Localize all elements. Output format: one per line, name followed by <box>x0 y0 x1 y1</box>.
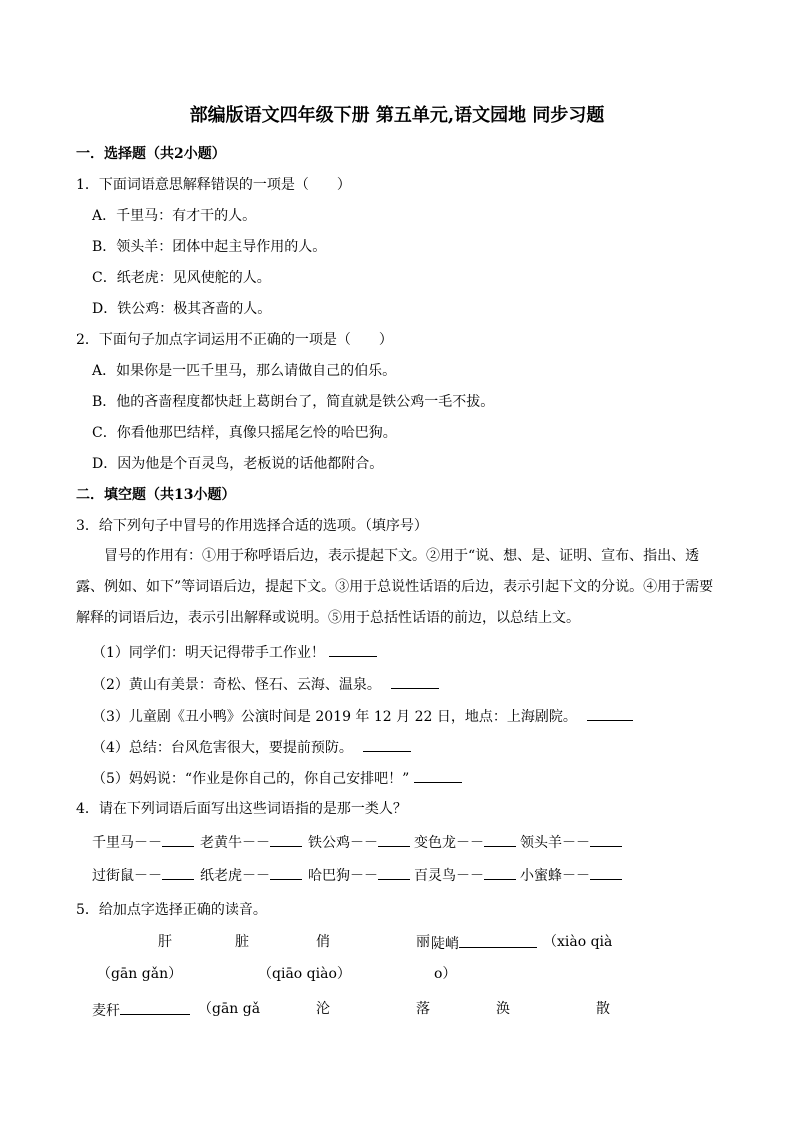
q4-item <box>414 867 516 883</box>
answer-blank[interactable] <box>270 867 302 880</box>
q3-item-3 <box>92 708 633 724</box>
q3-item-5 <box>92 770 462 786</box>
q5-char: 落 <box>416 1001 430 1017</box>
q4-word: 铁公鸡－－ <box>308 835 378 851</box>
answer-blank[interactable] <box>590 834 622 847</box>
q4-item <box>414 834 516 850</box>
q3-paragraph: 冒号的作用有：①用于称呼语后边，表示提起下文。②用于“说、想、是、证明、宣布、指出、透露、例如、如下”等词语后边，提起下文。③用于总说性话语的后边，表示引起下文的分说。④用于需要解释的词语后边，表示引出解释或说明。⑤用于总括性话语的前边，以总结上文。 <box>76 548 714 626</box>
q2-option-c: C．你看他那巴结样，真像只摇尾乞怜的哈巴狗。 <box>92 425 397 441</box>
answer-blank[interactable] <box>391 676 439 689</box>
q3-item-1-text: （1）同学们：明天记得带手工作业！ <box>92 645 325 661</box>
section-heading-fill: 二．填空题（共13小题） <box>76 487 236 503</box>
q4-item <box>200 867 302 883</box>
q5-word-text: 麦秆 <box>92 1003 120 1019</box>
q5-char: 涣 <box>496 1001 510 1017</box>
page-title: 部编版语文四年级下册 第五单元,语文园地 同步习题 <box>189 105 605 126</box>
q1-option-a: A．千里马：有才干的人。 <box>92 208 257 224</box>
q4-word: 领头羊－－ <box>520 835 590 851</box>
answer-blank[interactable] <box>414 770 462 783</box>
q4-item <box>92 834 194 850</box>
q1-option-c: C．纸老虎：见风使舵的人。 <box>92 270 271 286</box>
q4-item <box>520 867 622 883</box>
answer-blank[interactable] <box>363 739 411 752</box>
section-heading-choice: 一．选择题（共2小题） <box>76 146 226 162</box>
answer-blank[interactable] <box>484 834 516 847</box>
answer-blank[interactable] <box>378 834 410 847</box>
q5-char: 沦 <box>316 1001 330 1017</box>
q5-pinyin: （gān gǎn） <box>97 966 183 982</box>
answer-blank[interactable] <box>484 867 516 880</box>
q5-pinyin: （xiào qià <box>543 934 613 950</box>
q5-word <box>431 935 537 951</box>
q5-pinyin: （qiāo qiào） <box>258 966 351 982</box>
answer-blank[interactable] <box>590 867 622 880</box>
q5-char: 肝 <box>158 934 172 950</box>
answer-blank[interactable] <box>120 1002 190 1015</box>
question-1-stem: 1．下面词语意思解释错误的一项是（ ） <box>76 177 351 193</box>
question-4-stem: 4．请在下列词语后面写出这些词语指的是那一类人？ <box>76 801 407 817</box>
q5-pinyin: （gān gǎ <box>198 1001 261 1017</box>
q2-option-a: A．如果你是一匹千里马，那么请做自己的伯乐。 <box>92 363 397 379</box>
q2-option-b: B．他的吝啬程度都快赶上葛朗台了，简直就是铁公鸡一毛不拔。 <box>92 394 495 410</box>
answer-blank[interactable] <box>162 867 194 880</box>
question-3-stem: 3．给下列句子中冒号的作用选择合适的选项。（填序号） <box>76 518 428 534</box>
q5-pinyin: o） <box>434 966 457 982</box>
q3-item-5-text: （5）妈妈说：“作业是你自己的，你自己安排吧！” <box>92 771 410 787</box>
answer-blank[interactable] <box>459 935 537 948</box>
q1-option-d: D．铁公鸡：极其吝啬的人。 <box>92 301 272 317</box>
q4-item <box>520 834 622 850</box>
answer-blank[interactable] <box>329 644 377 657</box>
q4-word: 哈巴狗－－ <box>308 868 378 884</box>
q5-char: 散 <box>596 1001 610 1017</box>
q4-word: 老黄牛－－ <box>200 835 270 851</box>
q5-char: 脏 <box>235 934 249 950</box>
answer-blank[interactable] <box>587 708 633 721</box>
answer-blank[interactable] <box>162 834 194 847</box>
answer-blank[interactable] <box>378 867 410 880</box>
q3-item-2 <box>92 676 439 692</box>
q5-char: 丽 <box>416 934 430 950</box>
q3-item-1 <box>92 644 377 660</box>
q1-option-b: B．领头羊：团体中起主导作用的人。 <box>92 239 327 255</box>
q4-word: 百灵鸟－－ <box>414 868 484 884</box>
q5-word-text: 陡峭 <box>431 936 459 952</box>
q5-word <box>92 1002 190 1018</box>
question-5-stem: 5．给加点字选择正确的读音。 <box>76 902 267 918</box>
q3-item-4-text: （4）总结：台风危害很大，要提前预防。 <box>92 740 353 756</box>
q4-item <box>92 867 194 883</box>
q3-item-4 <box>92 739 411 755</box>
q3-item-2-text: （2）黄山有美景：奇松、怪石、云海、温泉。 <box>92 677 381 693</box>
q3-item-3-text: （3）儿童剧《丑小鸭》公演时间是 2019 年 12 月 22 日，地点：上海剧院。 <box>92 709 577 725</box>
q4-item <box>200 834 302 850</box>
q4-word: 过街鼠－－ <box>92 868 162 884</box>
q5-char: 俏 <box>316 934 330 950</box>
question-2-stem: 2．下面句子加点字词运用不正确的一项是（ ） <box>76 332 393 348</box>
q4-word: 变色龙－－ <box>414 835 484 851</box>
q4-item <box>308 867 410 883</box>
q4-word: 纸老虎－－ <box>200 868 270 884</box>
q2-option-d: D．因为他是个百灵鸟，老板说的话他都附合。 <box>92 456 384 472</box>
q4-item <box>308 834 410 850</box>
q4-word: 小蜜蜂－－ <box>520 868 590 884</box>
q4-word: 千里马－－ <box>92 835 162 851</box>
answer-blank[interactable] <box>270 834 302 847</box>
